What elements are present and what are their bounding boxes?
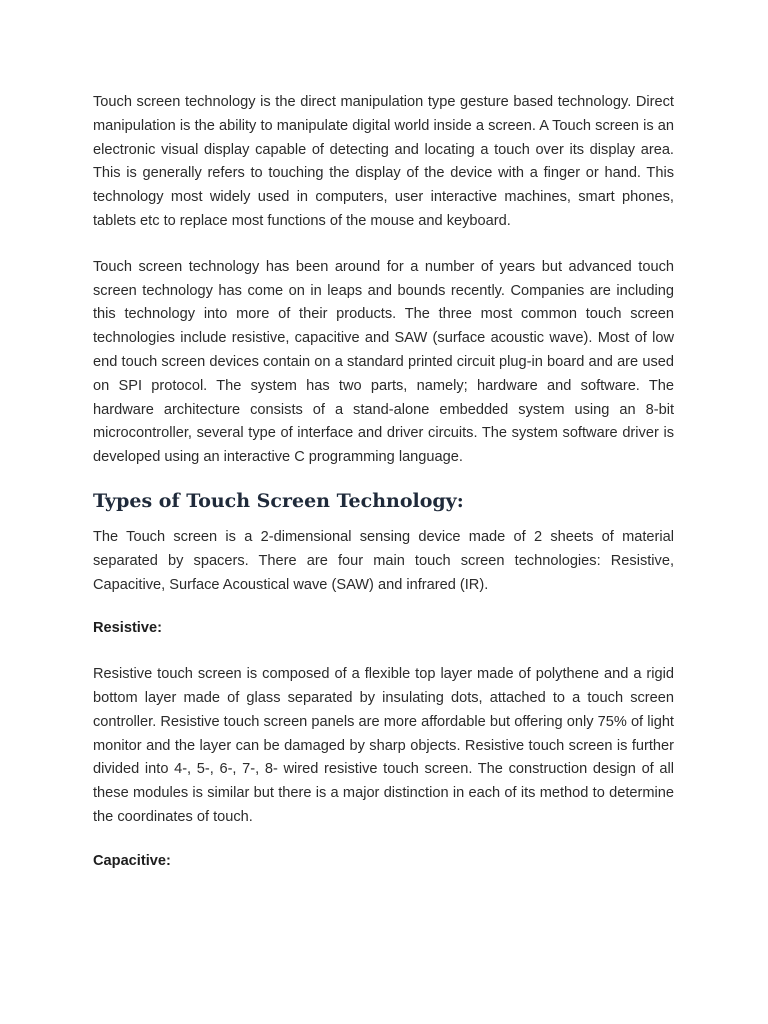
resistive-heading: Resistive: [93, 620, 162, 637]
intro-paragraph-2: Touch screen technology has been around for a number of years but advanced touch screen technology has come on in leaps and bounds recently. Companies are including this technology into more of their products. The three most common touch screen technologies include resistive, capacitive and SAW (surface acoustic wave). Most of low end touch screen devices contain on a standard printed circuit plug-in board and are used on SPI protocol. The system has two parts, namely; hardware and software. The hardware architecture consists of a stand-alone embedded system using an 8-bit microcontroller, several type of interface and driver circuits. The system software driver is developed using an interactive C programming language. [93, 258, 674, 466]
resistive-paragraph: Resistive touch screen is composed of a flexible top layer made of polythene and a rigid bottom layer made of glass separated by insulating dots, attached to a touch screen controller. Resistive touch screen panels are more affordable but offering only 75% of light monitor and the layer can be damaged by sharp objects. Resistive touch screen is further divided into 4-, 5-, 6-, 7-, 8- wired resistive touch screen. The construction design of all these modules is similar but there is a major distinction in each of its method to determine the coordinates of touch. [93, 666, 674, 825]
capacitive-heading: Capacitive: [93, 852, 171, 869]
section-intro-paragraph: The Touch screen is a 2-dimensional sensing device made of 2 sheets of material separated by spacers. There are four main touch screen technologies: Resistive, Capacitive, Surface Acoustical wave (SAW) and infrared (IR). [93, 528, 674, 593]
document-body [93, 91, 674, 896]
section-heading: Types of Touch Screen Technology: [93, 489, 464, 512]
intro-paragraph-1: Touch screen technology is the direct manipulation type gesture based technology. Direct manipulation is the ability to manipulate digital world inside a screen. A Touch screen is an electronic visual display capable of detecting and locating a touch over its display area. This is generally refers to touching the display of the device with a finger or hand. This technology most widely used in computers, user interactive machines, smart phones, tablets etc to replace most functions of the mouse and keyboard. [93, 94, 674, 229]
